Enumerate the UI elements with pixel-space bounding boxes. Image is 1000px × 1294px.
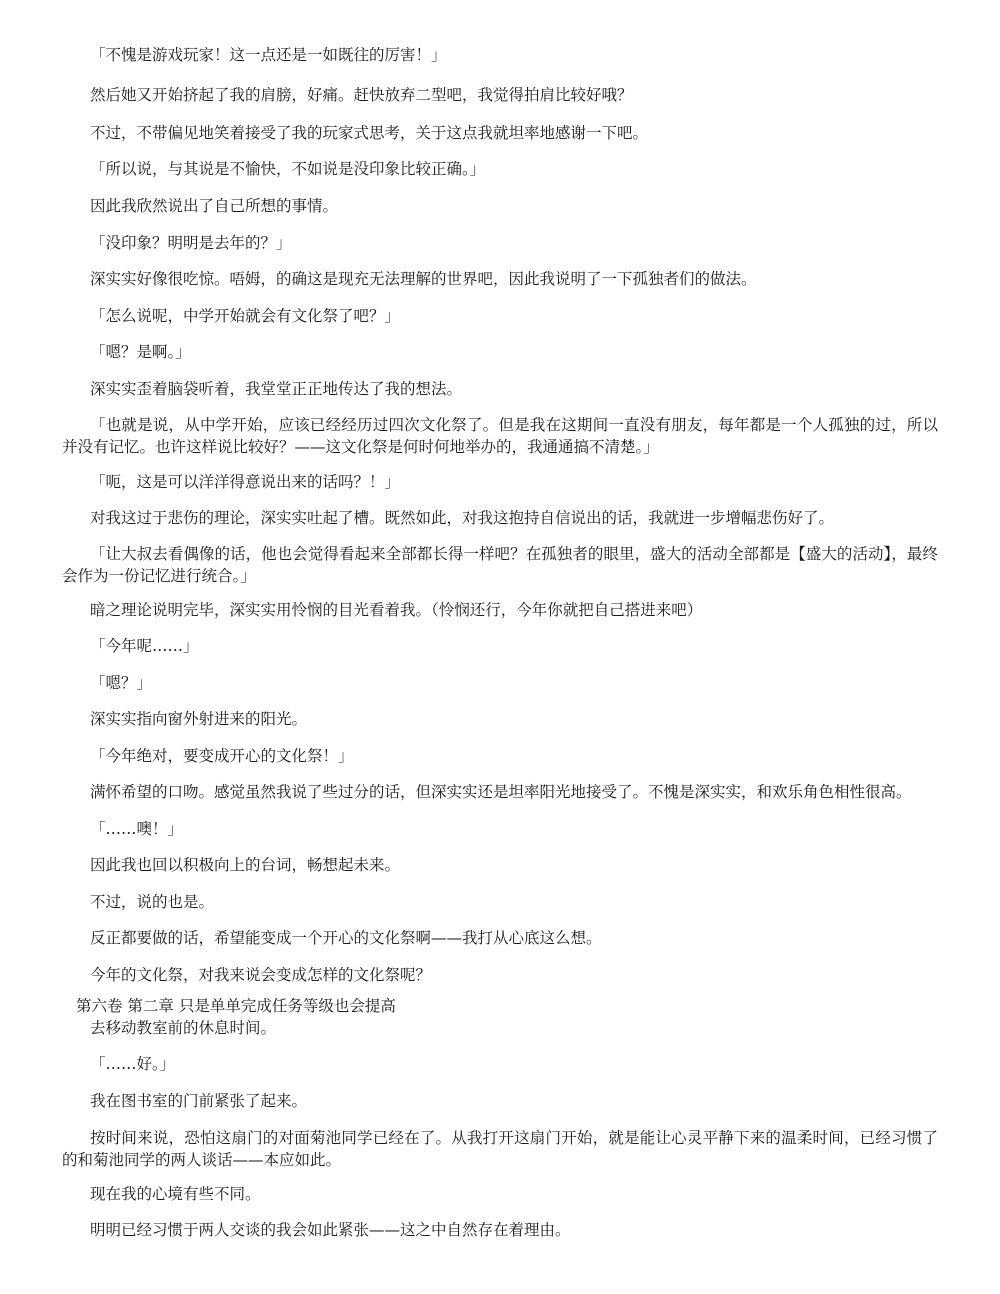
paragraph: 「所以说，与其说是不愉快，不如说是没印象比较正确。」 bbox=[90, 160, 486, 178]
paragraph: 明明已经习惯于两人交谈的我会如此紧张——这之中自然存在着理由。 bbox=[90, 1221, 571, 1239]
paragraph: 然后她又开始挤起了我的肩膀，好痛。赶快放弃二型吧，我觉得拍肩比较好哦？ bbox=[90, 86, 633, 104]
paragraph: 「今年呢……」 bbox=[90, 637, 199, 655]
paragraph: 对我这过于悲伤的理论，深实实吐起了槽。既然如此，对我这抱持自信说出的话，我就进一步增幅悲伤好了。 bbox=[90, 509, 835, 527]
paragraph: 「……噢！」 bbox=[90, 820, 184, 838]
paragraph: 现在我的心境有些不同。 bbox=[90, 1185, 261, 1203]
paragraph: 「今年绝对，要变成开心的文化祭！」 bbox=[90, 747, 354, 765]
paragraph: 今年的文化祭，对我来说会变成怎样的文化祭呢？ bbox=[90, 966, 432, 984]
paragraph: 「呃，这是可以洋洋得意说出来的话吗？！」 bbox=[90, 473, 401, 491]
paragraph: 反正都要做的话，希望能变成一个开心的文化祭啊——我打从心底这么想。 bbox=[90, 929, 602, 947]
paragraph: 深实实好像很吃惊。唔姆，的确这是现充无法理解的世界吧，因此我说明了一下孤独者们的做法。 bbox=[90, 270, 757, 288]
paragraph: 满怀希望的口吻。感觉虽然我说了些过分的话，但深实实还是坦率阳光地接受了。不愧是深实实，和欢乐角色相性很高。 bbox=[90, 783, 912, 801]
paragraph: 因此我欣然说出了自己所想的事情。 bbox=[90, 197, 339, 215]
paragraph: 按时间来说，恐怕这扇门的对面菊池同学已经在了。从我打开这扇门开始，就是能让心灵平静下来的温柔时间，已经习惯了的和菊池同学的两人谈话——本应如此。 bbox=[62, 1129, 938, 1169]
paragraph: 「嗯？是啊。」 bbox=[90, 343, 191, 361]
paragraph: 不过，不带偏见地笑着接受了我的玩家式思考，关于这点我就坦率地感谢一下吧。 bbox=[90, 124, 649, 142]
paragraph: 我在图书室的门前紧张了起来。 bbox=[90, 1092, 308, 1110]
chapter-heading: 第六卷 第二章 只是单单完成任务等级也会提高 bbox=[76, 997, 396, 1015]
paragraph: 「嗯？」 bbox=[90, 674, 153, 692]
paragraph: 「……好。」 bbox=[90, 1055, 176, 1073]
paragraph: 「不愧是游戏玩家！这一点还是一如既往的厉害！」 bbox=[90, 46, 447, 64]
paragraph: 不过，说的也是。 bbox=[90, 893, 215, 911]
paragraph: 因此我也回以积极向上的台词，畅想起未来。 bbox=[90, 856, 401, 874]
paragraph: 去移动教室前的休息时间。 bbox=[90, 1019, 277, 1037]
paragraph: 深实实指向窗外射进来的阳光。 bbox=[90, 710, 308, 728]
paragraph: 「让大叔去看偶像的话，他也会觉得看起来全部都长得一样吧？在孤独者的眼里，盛大的活动全部都是【盛大的活动】，最终会作为一份记忆进行统合。」 bbox=[62, 545, 938, 585]
paragraph: 「没印象？明明是去年的？」 bbox=[90, 234, 292, 252]
paragraph: 深实实歪着脑袋听着，我堂堂正正地传达了我的想法。 bbox=[90, 380, 463, 398]
paragraph: 「也就是说，从中学开始，应该已经经历过四次文化祭了。但是我在这期间一直没有朋友，每年都是一个人孤独的过，所以并没有记忆。也许这样说比较好？——这文化祭是何时何地举办的，我通通搞不清楚。」 bbox=[62, 416, 938, 456]
paragraph: 「怎么说呢，中学开始就会有文化祭了吧？」 bbox=[90, 307, 401, 325]
paragraph: 暗之理论说明完毕，深实实用怜悯的目光看着我。（怜悯还行，今年你就把自己搭进来吧） bbox=[90, 601, 703, 619]
